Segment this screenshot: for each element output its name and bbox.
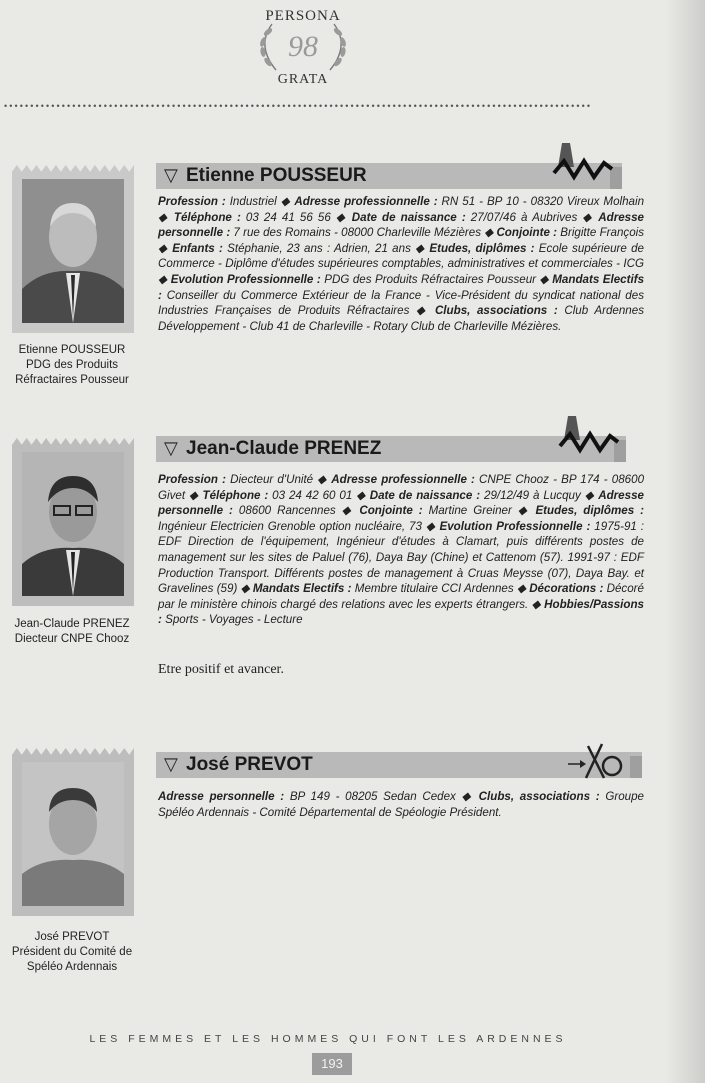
field-label: Adresse professionnelle : [294, 195, 438, 208]
person-name: José PREVOT [186, 754, 313, 775]
person-name: Jean-Claude PRENEZ [186, 438, 382, 459]
photo-caption: Etienne POUSSEUR PDG des Produits Réfractaires Pousseur [15, 344, 129, 386]
diamond-bullet-icon: ◆ [330, 210, 352, 224]
portrait-photo [22, 179, 124, 323]
field-value: Membre titulaire CCI Ardennes [351, 582, 514, 596]
persona-grata-logo [246, 4, 360, 88]
field-value: Club Ardennes Développement - Club 41 de Charleville - Rotary Club de Charleville Mézières. [158, 304, 644, 333]
field-value: Groupe Spéléo Ardennais - Comité Départemental de Spéologie Président. [158, 790, 644, 819]
field-label: Téléphone : [202, 488, 269, 502]
diamond-bullet-icon: ◆ [536, 272, 553, 286]
photo-frame [12, 748, 134, 916]
diamond-bullet-icon: ◆ [313, 473, 332, 486]
photo-frame [12, 438, 134, 606]
diamond-bullet-icon: ◆ [352, 488, 370, 502]
diamond-bullet-icon: ◆ [158, 272, 171, 286]
person-name: Etienne POUSSEUR [186, 165, 367, 186]
triangle-down-icon: ▽ [164, 438, 178, 458]
field-label: Conjointe : [359, 504, 423, 518]
field-label: Adresse personnelle : [158, 790, 285, 803]
field-label: Décorations : [529, 582, 604, 596]
field-value: 08600 Rancennes [232, 504, 336, 518]
field-label: Adresse personnelle : [158, 488, 644, 518]
field-label: Etudes, diplômes : [429, 241, 535, 255]
diamond-bullet-icon: ◆ [410, 241, 430, 255]
field-label: Etudes, diplômes : [535, 504, 645, 518]
logo-number: 98 [288, 30, 318, 63]
portrait-photo [22, 452, 124, 596]
photo-caption: Jean-Claude PRENEZ Diecteur CNPE Chooz [14, 618, 130, 645]
biography [158, 789, 644, 820]
biography [158, 194, 644, 334]
diamond-bullet-icon: ◆ [528, 597, 545, 611]
field-label: Conjointe : [496, 226, 557, 240]
field-value: BP 149 - 08205 Sedan Cedex [284, 790, 456, 803]
footer-text: LES FEMMES ET LES HOMMES QUI FONT LES ARDENNES [89, 1033, 567, 1045]
field-value: Stéphanie, 23 ans : Adrien, 21 ans [222, 241, 411, 255]
field-label: Adresse professionnelle : [331, 473, 475, 486]
field-label: Enfants : [172, 241, 223, 255]
field-value: Brigitte François [557, 226, 645, 240]
photo-caption: José PREVOT Président du Comité de Spéléo Ardennais [11, 931, 133, 973]
field-value: Ecole supérieure de Commerce - Diplôme d'études supérieures comptables, administratives et commerciales - ICG [158, 241, 645, 271]
diamond-bullet-icon: ◆ [158, 210, 174, 224]
diamond-bullet-icon: ◆ [577, 210, 599, 224]
field-label: Mandats Electifs : [252, 582, 352, 596]
diamond-bullet-icon: ◆ [481, 226, 497, 240]
field-label: Evolution Professionnelle : [439, 519, 591, 533]
field-value: Martine Greiner [422, 504, 512, 518]
field-label: Profession : [158, 195, 226, 208]
triangle-down-icon: ▽ [164, 165, 178, 185]
field-label: Date de naissance : [351, 210, 466, 224]
field-value: Diecteur d'Unité [225, 473, 314, 486]
page-shadow [665, 0, 705, 1083]
field-label: Date de naissance : [369, 488, 481, 502]
diamond-bullet-icon: ◆ [455, 790, 479, 803]
field-value: PDG des Produits Réfractaires Pousseur [320, 272, 537, 286]
diamond-bullet-icon: ◆ [185, 488, 203, 502]
portrait-photo [22, 762, 124, 906]
field-label: Clubs, associations : [478, 790, 600, 803]
biography [158, 472, 644, 628]
field-value: 03 24 41 56 56 [240, 210, 331, 224]
field-value: CNPE Chooz - BP 174 - 08600 Givet [158, 473, 645, 502]
field-value: Sports - Voyages - Lecture [161, 613, 303, 627]
field-value: 7 rue des Romains - 08000 Charleville Mézières [230, 226, 482, 240]
logo-bottom-text: GRATA [277, 72, 329, 87]
diamond-bullet-icon: ◆ [421, 519, 440, 533]
factory-wave-icon [552, 137, 622, 189]
diamond-bullet-icon: ◆ [335, 504, 360, 518]
photo-frame [12, 165, 134, 333]
field-value: 27/07/46 à Aubrives [465, 210, 578, 224]
field-value: 29/12/49 à Lucquy [480, 488, 581, 502]
field-label: Hobbies/Passions : [158, 597, 644, 627]
field-label: Adresse personnelle : [158, 210, 645, 240]
field-label: Evolution Professionnelle : [170, 272, 321, 286]
diamond-bullet-icon: ◆ [158, 241, 173, 255]
field-value: RN 51 - BP 10 - 08320 Vireux Molhain [437, 195, 645, 208]
diamond-bullet-icon: ◆ [513, 582, 530, 596]
diamond-bullet-icon: ◆ [409, 304, 435, 318]
field-value: 03 24 42 60 01 [268, 488, 353, 502]
triangle-down-icon: ▽ [164, 754, 178, 774]
field-label: Clubs, associations : [434, 304, 558, 318]
racket-icon [566, 738, 632, 782]
field-value: Industriel [225, 195, 277, 208]
diamond-bullet-icon: ◆ [580, 488, 599, 502]
field-label: Profession : [158, 473, 226, 486]
logo-top-text: PERSONA [265, 8, 341, 24]
field-value: Conseiller du Commerce Extérieur de la France - Vice-Président du syndicat national des Industries Françaises de Produits Réfractaires [158, 288, 644, 318]
factory-wave-icon [558, 410, 628, 462]
field-label: Mandats Electifs : [158, 272, 645, 302]
field-value: Ingénieur Electricien Grenoble option nucléaire, 73 [158, 519, 422, 533]
motto: Etre positif et avancer. [158, 662, 284, 677]
field-label: Téléphone : [173, 210, 241, 224]
name-bar [156, 436, 626, 462]
diamond-bullet-icon: ◆ [237, 582, 253, 596]
page-number: 193 [312, 1053, 352, 1075]
dotted-divider: •••••••••••••••••••••••••••••••••••••••••••••••••••••••••••••••••••••••••••••••••••••••••••••••••••••••••••••••• [4, 101, 593, 111]
field-value: 1975-91 : EDF Direction de l'équipement, Ingénieur d'études à Clamart, puis différents postes de management sur les sites de Paluel (76), Daya Bay (Chine) et Cattenom (57). 1991-97 : EDF Production Transport. Différents postes de management à Cruas Meysse (07), Daya Bay. et Gravelines (59) [158, 519, 645, 596]
diamond-bullet-icon: ◆ [276, 195, 295, 208]
diamond-bullet-icon: ◆ [511, 504, 536, 518]
field-value: Décoré par le ministère chinois chargé des relations avec les experts étrangers. [158, 582, 644, 611]
